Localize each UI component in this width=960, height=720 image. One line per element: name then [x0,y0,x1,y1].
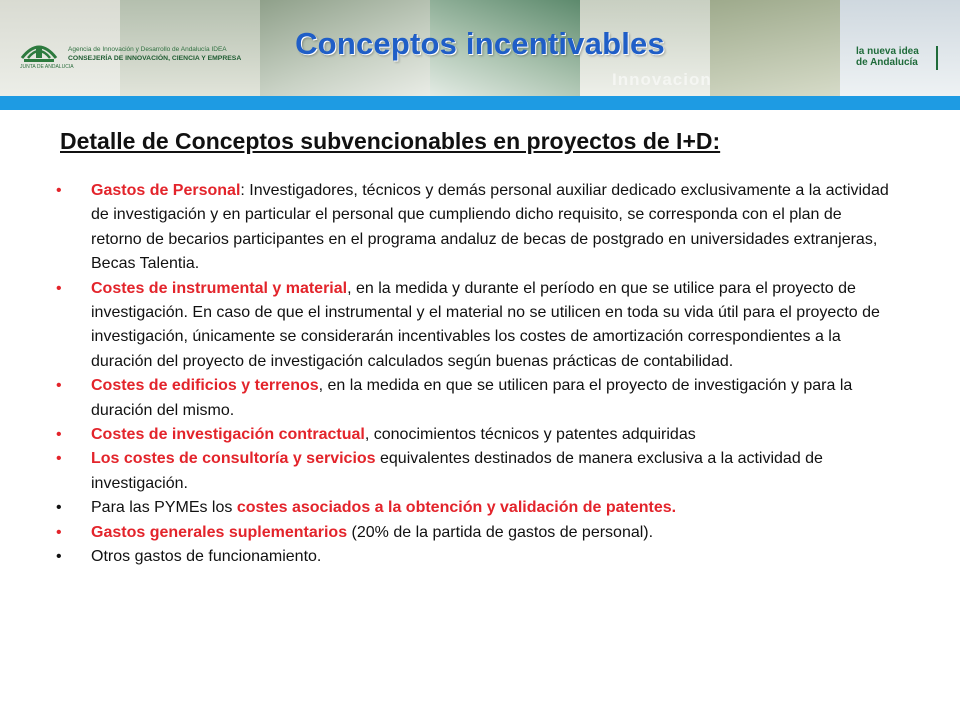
item-text-before: Otros gastos de funcionamiento. [91,548,322,566]
item-highlight: Gastos generales suplementarios [91,523,348,541]
list-item [56,277,896,375]
bullet: • [56,523,62,541]
concepts-list [56,179,896,570]
page-title: Conceptos incentivables [295,26,665,61]
list-item [56,521,896,545]
item-highlight: Costes de investigación contractual [91,426,365,444]
list-item [56,496,896,520]
header-banner [0,0,960,96]
bullet: • [56,450,62,468]
list-item [56,447,896,496]
nueva-idea-line2: de Andalucía [856,57,918,68]
item-highlight: Gastos de Personal [91,182,241,199]
list-item [56,545,896,569]
bullet: • [56,279,62,297]
item-text-after: : Investigadores, técnicos y demás personal auxiliar dedicado exclusivamente a la actividad de investigación y en particular el personal que cumpliendo dicho requisito, se corresponda con el plan de retorno de becarios participantes en el programa andaluz de becas de postgrado en universidades extranjeras, Becas Talentia. [91,182,889,273]
item-text-after: (20% de la partida de gastos de personal). [347,523,654,541]
nueva-idea-line1: la nueva idea [856,46,919,57]
item-text-before: Para las PYMEs los [91,499,237,517]
bullet: • [56,426,62,444]
seal-caption: JUNTA DE ANDALUCIA [20,64,74,70]
bullet: • [56,182,62,199]
section-subtitle: Detalle de Conceptos subvencionables en proyectos de I+D: [60,128,721,154]
accent-bar [0,96,960,110]
banner-watermark: Innovacion [612,70,712,89]
item-highlight: Costes de instrumental y material [91,279,348,297]
idea-logo-line1: Agencia de Innovación y Desarrollo de Andalucía IDEA [68,46,227,53]
list-item [56,374,896,423]
list-item [56,423,896,447]
item-text-after: , en la medida en que se utilicen para el proyecto de investigación y para la duración del mismo. [91,377,853,419]
item-text-after: , en la medida y durante el período en que se utilice para el proyecto de investigación. En caso de que el instrumental y el material no se utilicen en toda su vida útil para el proyecto de investigación, únicamente se considerarán incentivables los costes de amortización correspondientes a la duración del proyecto de investigación calculados según buenas prácticas de contabilidad. [91,279,880,370]
item-highlight: Costes de edificios y terrenos [91,377,319,395]
item-highlight: costes asociados a la obtención y validación de patentes. [236,499,677,517]
item-text-after: , conocimientos técnicos y patentes adquiridas [364,426,696,444]
bullet: • [56,548,62,566]
item-text-after: equivalentes destinados de manera exclusiva a la actividad de investigación. [91,450,823,492]
list-item [56,179,896,277]
bullet: • [56,377,62,395]
idea-logo-line2: CONSEJERÍA DE INNOVACIÓN, CIENCIA Y EMPRESA [68,55,242,62]
item-highlight: Los costes de consultoría y servicios [91,450,376,468]
bullet: • [56,499,62,517]
